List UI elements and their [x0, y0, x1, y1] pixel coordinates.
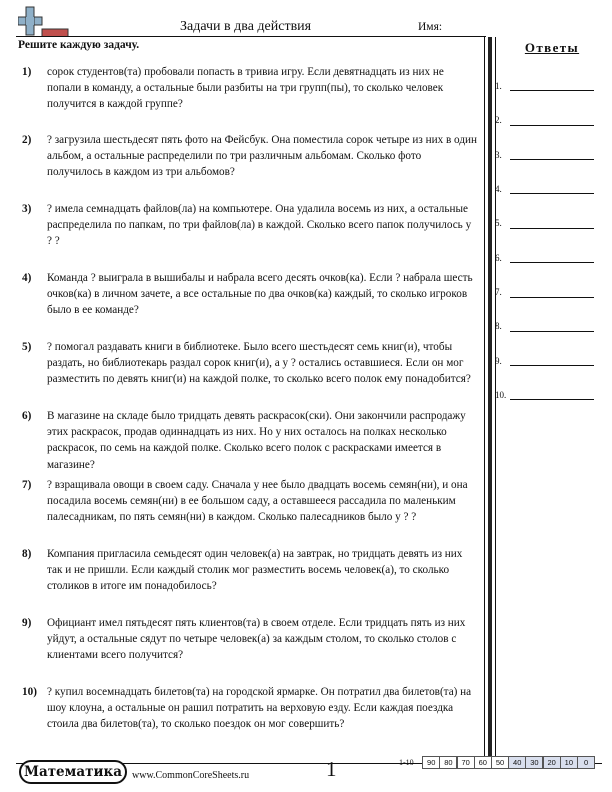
worksheet-title: Задачи в два действия [180, 19, 312, 34]
answer-number: 3. [495, 150, 502, 160]
problem-number: 8) [22, 548, 32, 560]
score-cell: 20 [543, 756, 561, 769]
logo-icon [18, 5, 70, 37]
instructions: Решите каждую задачу. [18, 39, 140, 51]
answer-line[interactable] [510, 228, 594, 229]
problem-number: 2) [22, 134, 32, 146]
score-label: 1-10 [399, 758, 414, 767]
problem-number: 1) [22, 66, 32, 78]
answer-line[interactable] [510, 159, 594, 160]
problem-text: ? имела семнадцать файлов(ла) на компьютере. Она удалила восемь из них, а остальные распределила по папкам, по три файлов(ла) в каждой. Сколько всего папок получилось у ? ? [47, 203, 472, 248]
problem-text: сорок студентов(та) пробовали попасть в тривиа игру. Если девятнадцать из них не попали в команду, а остальные были разбиты на три групп(пы), то сколько человек получится в каждой группе? [47, 66, 444, 111]
problem-text: ? купил восемнадцать билетов(та) на городской ярмарке. Он потратил два билетов(та) на шоу клоуна, а остальные он рашил потратить на верховую езду. Если каждая поездка стоила два билетов(та), то сколько поездок он мог совершить? [47, 686, 472, 731]
score-cell: 50 [491, 756, 509, 769]
answer-line[interactable] [510, 297, 594, 298]
problem-text: Официант имел пятьдесят пять клиентов(та) в своем отделе. Если тридцать пять из них уйдут, а остальные сядут по четыре человек(а) за каждым столом, то сколько столов с клиентами всего получится? [47, 617, 466, 662]
problem-item [22, 201, 478, 250]
answer-line[interactable] [510, 125, 594, 126]
problem-item [22, 132, 478, 181]
column-divider [484, 37, 485, 763]
column-divider-bold [488, 37, 492, 763]
problem-item [22, 684, 478, 733]
problem-number: 3) [22, 203, 32, 215]
problem-number: 6) [22, 410, 32, 422]
problem-number: 4) [22, 272, 32, 284]
problem-item [22, 270, 478, 319]
header-rule [16, 36, 486, 37]
answer-number: 4. [495, 184, 502, 194]
problem-text: ? загрузила шестьдесят пять фото на Фейсбук. Она поместила сорок четыре из них в один альбом, а остальные распределили по три различным альбомам. Сколько фото получилось в каждом из три альбомов? [47, 134, 477, 179]
score-cell: 40 [508, 756, 526, 769]
problem-number: 5) [22, 341, 32, 353]
brand-badge: Математика [19, 760, 127, 784]
answer-number: 5. [495, 218, 502, 228]
problem-text: Команда ? выиграла в вышибалы и набрала всего десять очков(ка). Если ? набрала шесть очков(ка) в личном зачете, а все остальные по два очков(ка) каждый, то сколько игроков было в ее команде? [47, 272, 473, 317]
problem-text: Компания пригласила семьдесят один человек(а) на завтрак, но тридцать девять из них так и не пришли. Если каждый столик мог разместить восемь человек(а), то сколько столиков в итоге им понадобилось? [47, 548, 463, 593]
problem-item [22, 339, 478, 388]
score-cell: 30 [525, 756, 543, 769]
problem-item [22, 546, 478, 595]
answer-line[interactable] [510, 262, 594, 263]
problem-item [22, 64, 478, 113]
problem-text: В магазине на складе было тридцать девять раскрасок(ски). Они закончили распродажу этих раскрасок, продав одиннадцать из них. Но у них осталось на полках несколько раскрасок, по семь на каждой полке. Сколько всего полок с раскрасками имеется в магазине? [47, 410, 466, 471]
answer-number: 8. [495, 321, 502, 331]
problem-item [22, 477, 478, 526]
answer-number: 6. [495, 253, 502, 263]
score-cell: 80 [439, 756, 457, 769]
problem-text: ? взращивала овощи в своем саду. Сначала у нее было двадцать восемь семян(ни), и она посадила восемь семян(ни) в ее большом саду, а оставшееся рассадила по маленьким палесадникам, по пять семян(ни) в каждом. Сколько палесадников было у ? ? [47, 479, 468, 524]
answer-line[interactable] [510, 193, 594, 194]
score-cell: 10 [560, 756, 578, 769]
problem-text: ? помогал раздавать книги в библиотеке. Было всего шестьдесят семь книг(и), чтобы раздать, но библиотекарь раздал сорок книг(и), а у ? остались оставшиеся. Если он мог разместить по девять книг(и) на каждой полке, то сколько всего полок ему понадобится? [47, 341, 471, 386]
name-label: Имя: [418, 21, 443, 33]
score-cell: 0 [577, 756, 595, 769]
score-cell: 60 [474, 756, 492, 769]
column-divider [495, 37, 496, 763]
answer-number: 9. [495, 356, 502, 366]
website-link[interactable]: www.CommonCoreSheets.ru [132, 770, 250, 781]
problem-item [22, 615, 478, 664]
score-cell: 70 [457, 756, 475, 769]
answer-number: 2. [495, 115, 502, 125]
answer-number: 1. [495, 81, 502, 91]
score-cell: 90 [422, 756, 440, 769]
score-table [423, 756, 595, 769]
answer-line[interactable] [510, 331, 594, 332]
answer-line[interactable] [510, 365, 594, 366]
answer-line[interactable] [510, 399, 594, 400]
answer-number: 7. [495, 287, 502, 297]
answer-number: 10. [495, 390, 507, 400]
answers-title: Ответы [524, 40, 580, 55]
problem-item [22, 408, 478, 473]
problem-number: 9) [22, 617, 32, 629]
page-number: 1 [326, 757, 337, 781]
answer-line[interactable] [510, 90, 594, 91]
problem-number: 7) [22, 479, 32, 491]
problem-number: 10) [22, 686, 37, 698]
